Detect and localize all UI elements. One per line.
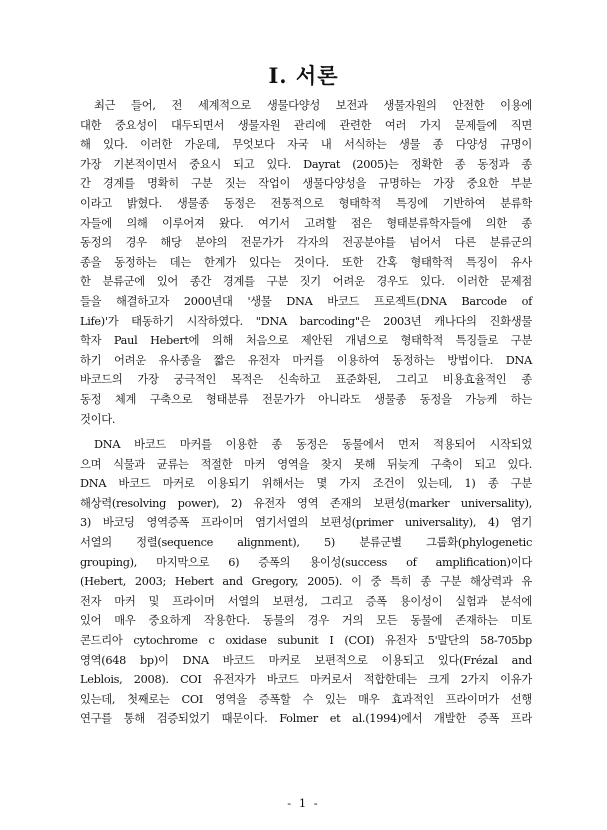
text-line: 해 있다. 이러한 가운데, 무엇보다 자국 내 서식하는 생물 종 다양성 규명이 xyxy=(80,138,532,152)
text-line: 해상력(resolving power), 2) 유전자 영역 존재의 보편성(marker universality), xyxy=(80,496,532,510)
text-line: 연구를 통해 검증되었기 때문이다. Folmer et al.(1994)에서 개발한 증폭 프라 xyxy=(80,712,532,726)
text-line: grouping), 마지막으로 6) 증폭의 용이성(success of amplification)이다 xyxy=(80,555,532,569)
text-line: 이라고 밝혔다. 생물종 동정은 전통적으로 형태학적 특징에 기반하여 분류학 xyxy=(80,196,532,210)
paragraph-2 xyxy=(80,435,532,729)
text-line: 으며 식물과 균류는 적절한 마커 영역을 찾지 못해 뒤늦게 구축이 되고 있다. xyxy=(80,457,532,471)
text-line: 서열의 정렬(sequence alignment), 5) 분류군별 그룹화(phylogenetic xyxy=(80,536,532,550)
text-line: 바코드의 가장 궁극적인 목적은 신속하고 표준화된, 그리고 비용효율적인 종 xyxy=(80,373,532,387)
text-line: DNA 바코드 마커로 이용되기 위해서는 몇 가지 조건이 있는데, 1) 종 구분 xyxy=(80,477,532,491)
page-number: - 1 - xyxy=(287,796,320,810)
text-line: DNA 바코드 마커를 이용한 종 동정은 동물에서 먼저 적용되어 시작되었 xyxy=(94,438,532,452)
text-line: 콘드리아 cytochrome c oxidase subunit I (COI) 유전자 5'말단의 58-705bp xyxy=(80,634,532,648)
text-line: Life)'가 태동하기 시작하였다. "DNA barcoding"은 2003년 캐나다의 진화생물 xyxy=(80,314,532,328)
text-line: (Hebert, 2003; Hebert and Gregory, 2005). 이 중 특히 종 구분 해상력과 유 xyxy=(80,575,532,589)
text-line: 전자 마커 및 프라이머 서열의 보편성, 그리고 증폭 용이성이 실험과 분석에 xyxy=(80,594,532,608)
text-line: 가장 기본적이면서 중요시 되고 있다. Dayrat (2005)는 정확한 종 동정과 종 xyxy=(80,157,532,171)
text-line: 영역(648 bp)이 DNA 바코드 마커로 보편적으로 이용되고 있다(Frézal and xyxy=(80,653,532,667)
text-line: 동정의 경우 해당 분야의 전문가가 각자의 전공분야를 넘어서 다른 분류군의 xyxy=(80,236,532,250)
text-line: 자들에 의해 이루어져 왔다. 여기서 고려할 점은 형태분류학자들에 의한 종 xyxy=(80,216,532,230)
body-text xyxy=(80,96,532,729)
text-line: 3) 바코딩 영역증폭 프라이머 염기서열의 보편성(primer universality), 4) 염기 xyxy=(80,516,532,530)
text-line: 있는데, 첫째로는 COI 영역을 증폭할 수 있는 매우 효과적인 프라이머가 선행 xyxy=(80,692,532,706)
text-line: 대한 중요성이 대두되면서 생물자원 관리에 관련한 여러 가지 문제들에 직면 xyxy=(80,118,532,132)
text-line: 한 분류군에 있어 종간 경계를 구분 짓기 어려운 경우도 있다. 이러한 문제점 xyxy=(80,275,532,289)
paragraph-1 xyxy=(80,96,532,429)
text-line: Leblois, 2008). COI 유전자가 바코드 마커로서 적합한데는 크게 2가지 이유가 xyxy=(80,673,533,687)
text-line: 하기 어려운 유사종을 짧은 유전자 마커를 이용하여 동정하는 방법이다. DNA xyxy=(80,353,532,367)
text-line: 간 경계를 명확히 구분 짓는 작업이 생물다양성을 규명하는 가장 중요한 부분 xyxy=(80,177,532,191)
text-line: 동정 체계 구축으로 형태분류 전문가가 아니라도 생물종 동정을 가능케 하는 xyxy=(80,392,532,406)
text-line: 종을 동정하는 데는 한계가 있다는 것이다. 또한 간혹 형태학적 특징이 유사 xyxy=(80,255,532,269)
text-line: 들을 해결하고자 2000년대 '생물 DNA 바코드 프로젝트(DNA Barcode of xyxy=(80,294,532,308)
text-line: 학자 Paul Hebert에 의해 처음으로 제안된 개념으로 형태학적 특징들로 구분 xyxy=(80,334,532,348)
section-title: I. 서론 xyxy=(268,63,339,88)
text-line: 것이다. xyxy=(80,412,116,426)
text-line: 최근 들어, 전 세계적으로 생물다양성 보전과 생물자원의 안전한 이용에 xyxy=(94,99,532,112)
text-line: 있어 매우 중요하게 작용한다. 동물의 경우 거의 모든 동물에 존재하는 미토 xyxy=(80,614,532,628)
